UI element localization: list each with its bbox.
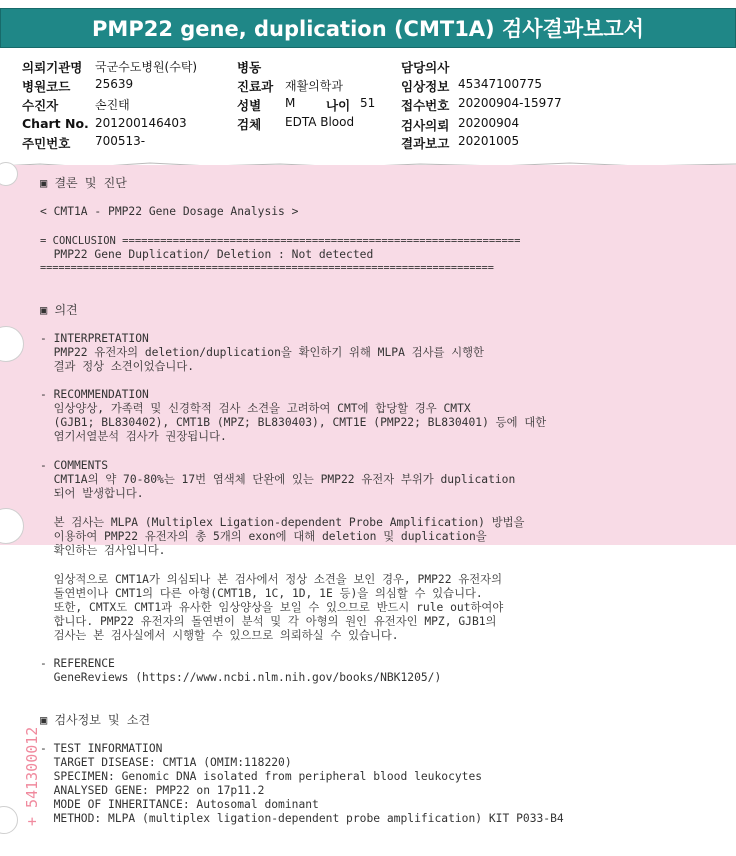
id-value: 700513- (95, 134, 146, 148)
comments-heading: - COMMENTS (40, 459, 109, 472)
interpretation-text: PMP22 유전자의 deletion/duplication을 확인하기 위해 MLPA 검사를 시행한 (40, 346, 484, 359)
test-info-text: METHOD: MLPA (multiplex ligation-dependent probe amplification) KIT P033-B4 (40, 812, 564, 825)
ward-label: 병동 (237, 60, 262, 75)
chart-label: Chart No. (22, 116, 89, 131)
patient-label: 수진자 (22, 98, 59, 113)
interpretation-heading: - INTERPRETATION (40, 332, 149, 345)
section-test-info-heading: ▣ 검사정보 및 소견 (40, 713, 151, 727)
code-label: 병원코드 (22, 79, 71, 94)
report-title: PMP22 gene, duplication (CMT1A) 검사결과보고서 (0, 8, 736, 48)
reference-heading: - REFERENCE (40, 657, 115, 670)
test-info-heading: - TEST INFORMATION (40, 742, 163, 755)
sex-value: M (285, 96, 296, 110)
test-info-text: SPECIMEN: Genomic DNA isolated from peripheral blood leukocytes (40, 770, 483, 783)
patient-value: 손진태 (95, 98, 130, 112)
hospital-label: 의뢰기관명 (22, 60, 83, 75)
reference-link: GeneReviews (https://www.ncbi.nlm.nih.gov/books/NBK1205/) (40, 671, 442, 684)
reported-label: 결과보고 (401, 136, 450, 151)
requested-value: 20200904 (458, 116, 520, 130)
reported-value: 20201005 (458, 134, 520, 148)
id-label: 주민번호 (22, 136, 71, 151)
comments-text: 검사는 본 검사실에서 시행할 수 있으므로 의뢰하실 수 있습니다. (40, 629, 399, 642)
test-info-text: TARGET DISEASE: CMT1A (OMIM:118220) (40, 756, 292, 769)
comments-text: 돌연변이나 CMT1의 다른 아형(CMT1B, 1C, 1D, 1E 등)을 의심할 수 있습니다. (40, 587, 483, 600)
code-value: 25639 (95, 77, 134, 91)
interpretation-text: 결과 정상 소견이었습니다. (40, 360, 195, 373)
section-opinion-heading: ▣ 의견 (40, 303, 78, 317)
recommendation-heading: - RECOMMENDATION (40, 388, 149, 401)
recommendation-text: (GJB1; BL830402), CMT1B (MPZ; BL830403), CMT1E (PMP22; BL830401) 등에 대한 (40, 416, 547, 429)
test-info-text: MODE OF INHERITANCE: Autosomal dominant (40, 798, 319, 811)
comments-text: 이용하여 PMP22 유전자의 총 5개의 exon에 대해 deletion 및 duplication을 (40, 530, 487, 543)
comments-text: 본 검사는 MLPA (Multiplex Ligation-dependent Probe Amplification) 방법을 (40, 516, 525, 529)
conclusion-line: = CONCLUSION =============================================================== (40, 235, 521, 247)
comments-text: 합니다. PMP22 유전자의 돌연변이 분석 및 각 아형의 원인 유전자인 MPZ, GJB1의 (40, 615, 497, 628)
dept-label: 진료과 (237, 79, 274, 94)
clinical-value: 45347100775 (458, 77, 542, 91)
age-label: 나이 (326, 98, 351, 113)
divider-rule: ========================================================================== (40, 263, 494, 274)
comments-text: 확인하는 검사입니다. (40, 544, 166, 557)
receipt-value: 20200904-15977 (458, 96, 562, 110)
comments-text: 또한, CMTX도 CMT1과 유사한 임상양상을 보일 수 있으므로 반드시 rule out하여야 (40, 601, 504, 614)
recommendation-text: 염기서열분석 검사가 권장됩니다. (40, 430, 227, 443)
analysis-title: < CMT1A - PMP22 Gene Dosage Analysis > (40, 205, 299, 218)
sex-label: 성별 (237, 98, 262, 113)
barcode-stamp: + 541300012 (23, 726, 41, 826)
comments-text: 되어 발생합니다. (40, 487, 144, 500)
specimen-label: 검체 (237, 117, 262, 132)
specimen-value: EDTA Blood (285, 115, 355, 129)
test-info-text: ANALYSED GENE: PMP22 on 17p11.2 (40, 784, 265, 797)
requested-label: 검사의뢰 (401, 118, 450, 133)
clinical-label: 임상정보 (401, 79, 450, 94)
section-conclusion-heading: ▣ 결론 및 진단 (40, 176, 127, 190)
doctor-label: 담당의사 (401, 60, 450, 75)
dept-value: 재활의학과 (285, 79, 343, 93)
receipt-label: 접수번호 (401, 98, 450, 113)
age-value: 51 (360, 96, 376, 110)
hospital-value: 국군수도병원(수탁) (95, 60, 198, 74)
chart-value: 201200146403 (95, 116, 187, 130)
comments-text: CMT1A의 약 70-80%는 17번 염색체 단완에 있는 PMP22 유전자 부위가 duplication (40, 473, 516, 486)
comments-text: 임상적으로 CMT1A가 의심되나 본 검사에서 정상 소견을 보인 경우, PMP22 유전자의 (40, 573, 502, 586)
conclusion-value: PMP22 Gene Duplication/ Deletion : Not detected (40, 248, 374, 261)
recommendation-text: 임상양상, 가족력 및 신경학적 검사 소견을 고려하여 CMT에 합당할 경우 CMTX (40, 402, 471, 415)
